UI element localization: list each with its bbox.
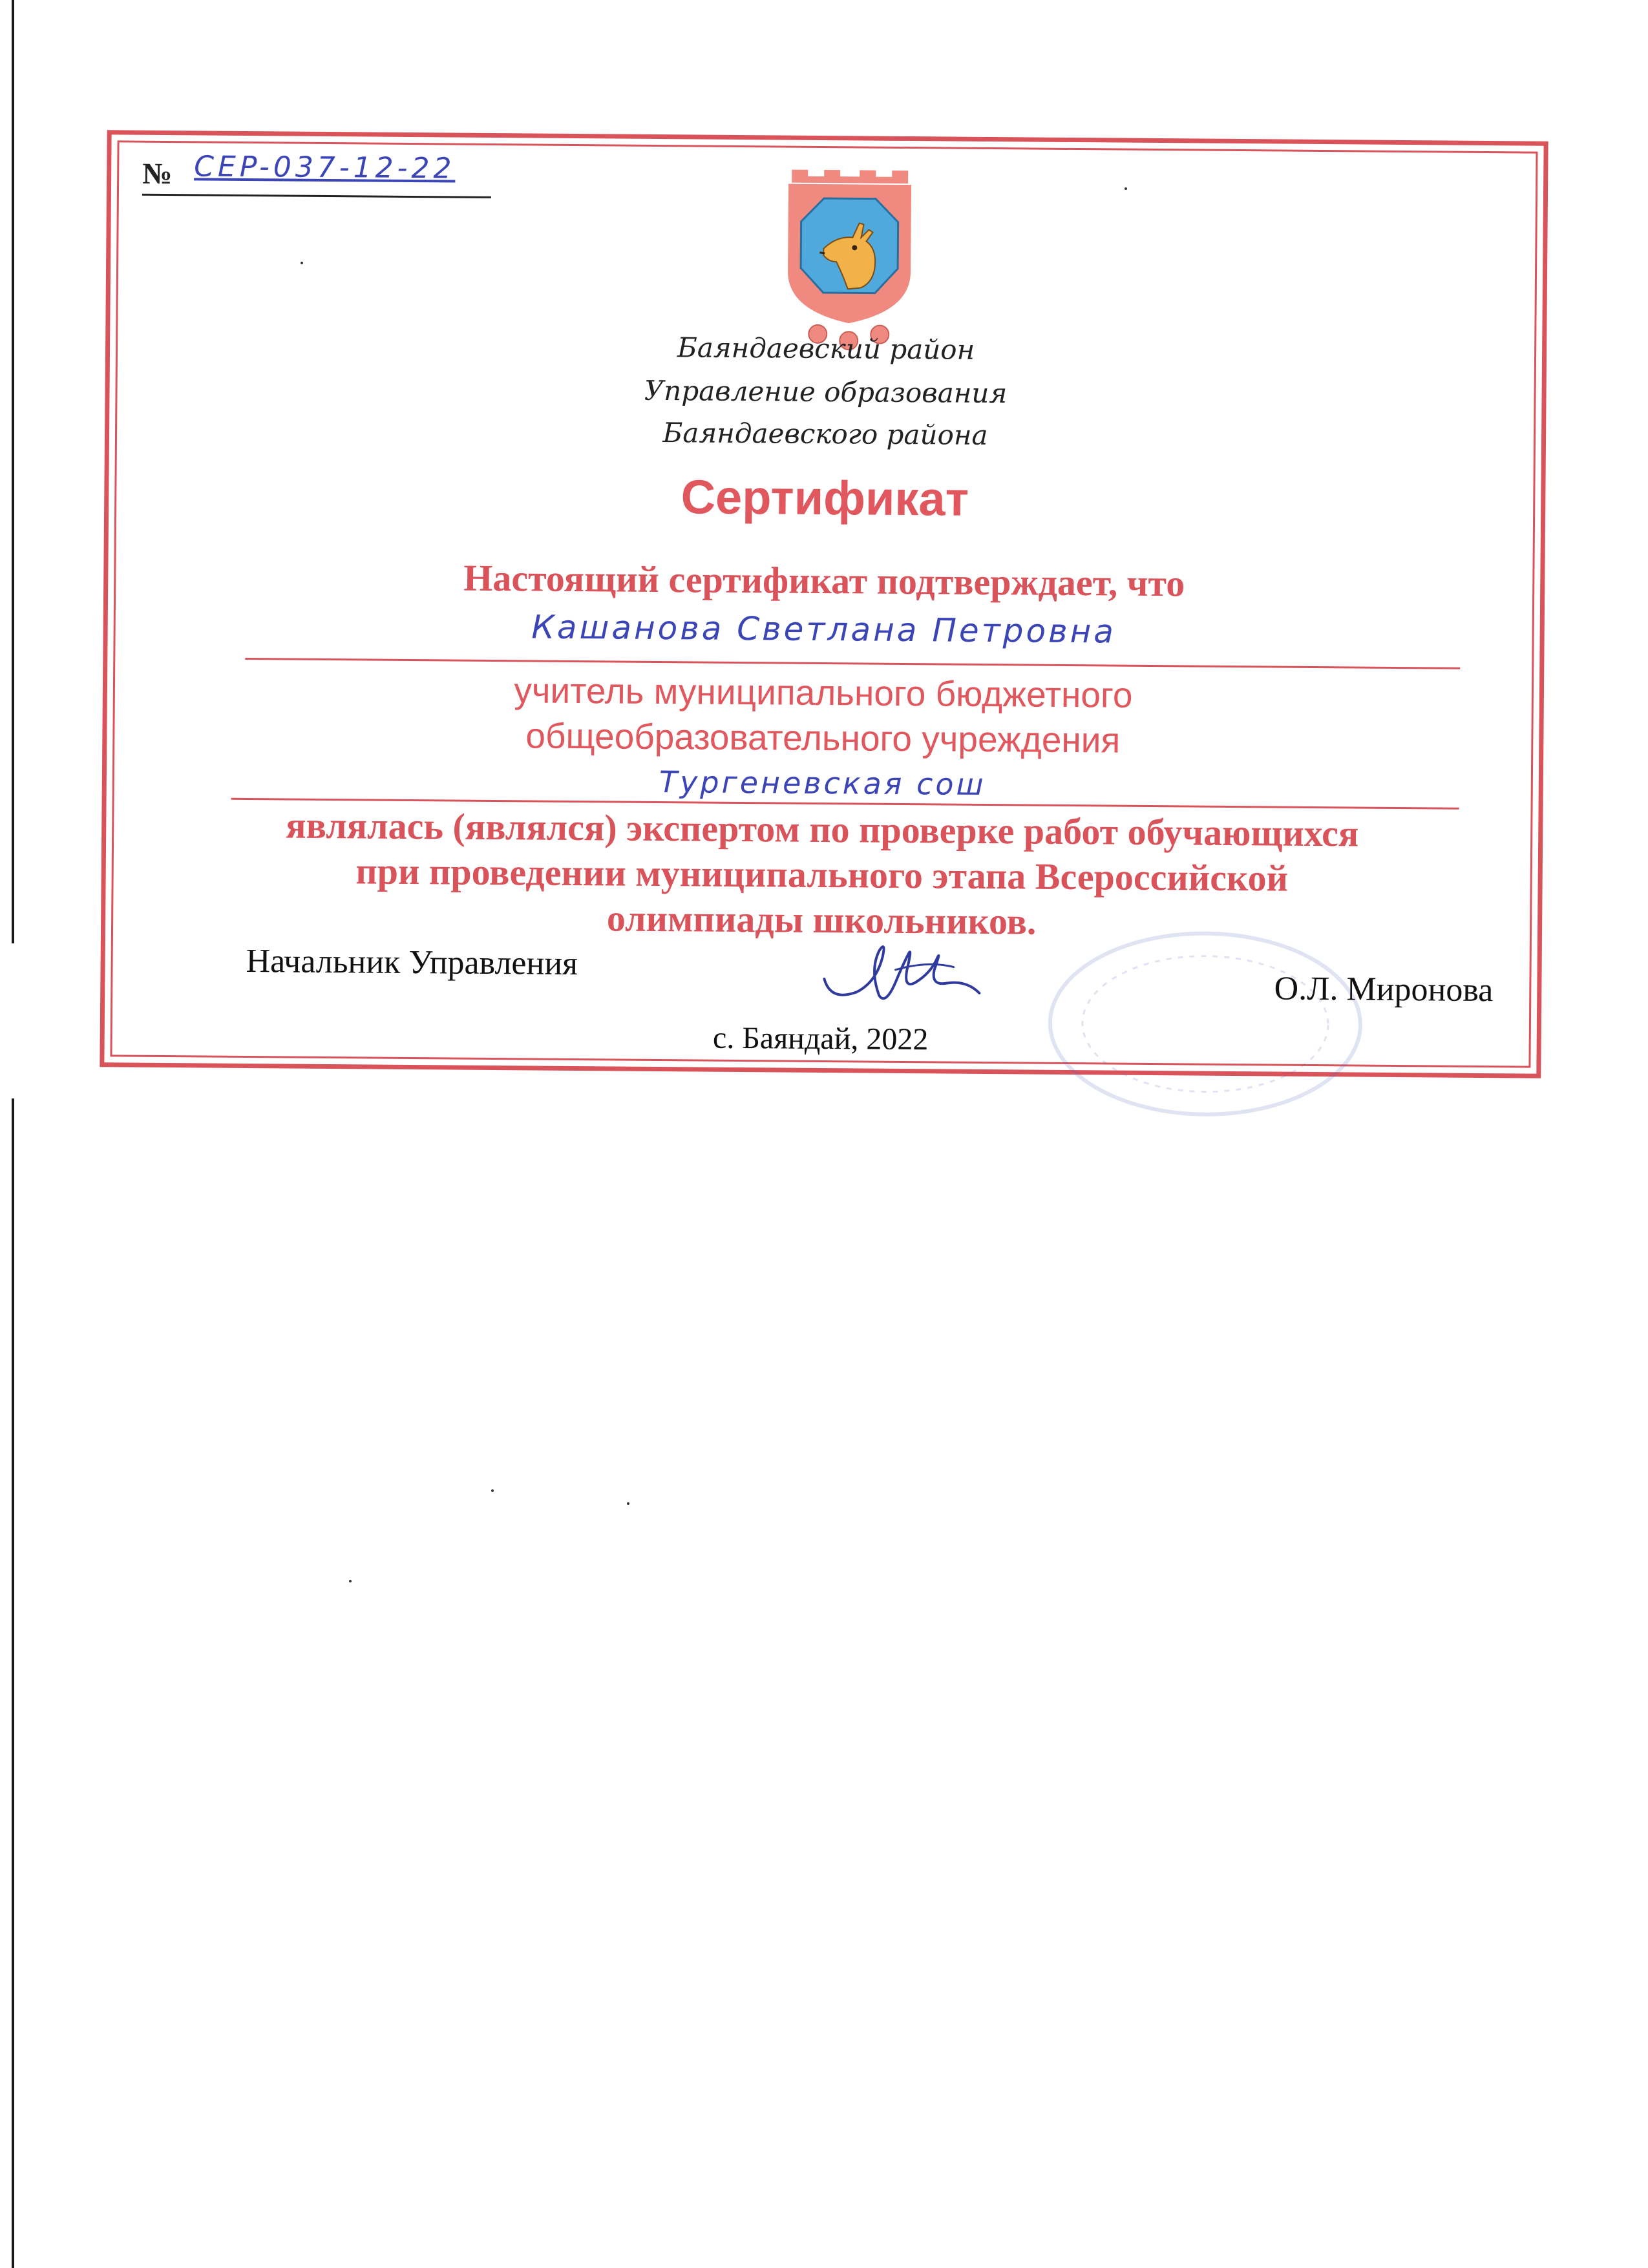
certificate-body-line1: являлась (являлся) экспертом по проверке работ обучающихся xyxy=(285,804,1359,855)
header-department-district: Баяндаевского района xyxy=(662,417,988,451)
page-title: Сертификат xyxy=(681,470,969,526)
certificate-body-line3: олимпиады школьников. xyxy=(606,897,1037,943)
place-and-date: с. Баяндай, 2022 xyxy=(712,1020,929,1057)
scan-speck xyxy=(349,1580,352,1582)
serial-number xyxy=(142,149,492,198)
coat-of-arms-deer-icon xyxy=(777,164,921,353)
signer-name: О.Л. Миронова xyxy=(1274,970,1494,1009)
handwritten-signature-icon xyxy=(818,930,986,1016)
recipient-position-line2: общеобразовательного учреждения xyxy=(525,715,1121,761)
certificate-body-line2: при проведении муниципального этапа Всероссийской xyxy=(355,850,1289,899)
serial-number-value: CEP-037-12-22 xyxy=(194,150,456,185)
header-department: Управление образования xyxy=(644,374,1008,410)
serial-number-sign: № xyxy=(142,156,173,191)
certificate-intro: Настоящий сертификат подтверждает, что xyxy=(463,556,1185,605)
scan-edge-bottom xyxy=(12,1098,14,2268)
certificate xyxy=(100,130,1548,1078)
scan-speck xyxy=(491,1489,494,1492)
recipient-name-handwritten: Кашанова Светлана Петровна xyxy=(531,608,1117,651)
signer-title: Начальник Управления xyxy=(246,942,578,983)
school-name-handwritten: Тургеневская сош xyxy=(659,764,986,802)
scan-edge-top xyxy=(12,0,14,943)
recipient-position-line1: учитель муниципального бюджетного xyxy=(514,670,1133,715)
scan-speck xyxy=(627,1502,629,1505)
header-district: Баяндаевский район xyxy=(677,331,975,366)
